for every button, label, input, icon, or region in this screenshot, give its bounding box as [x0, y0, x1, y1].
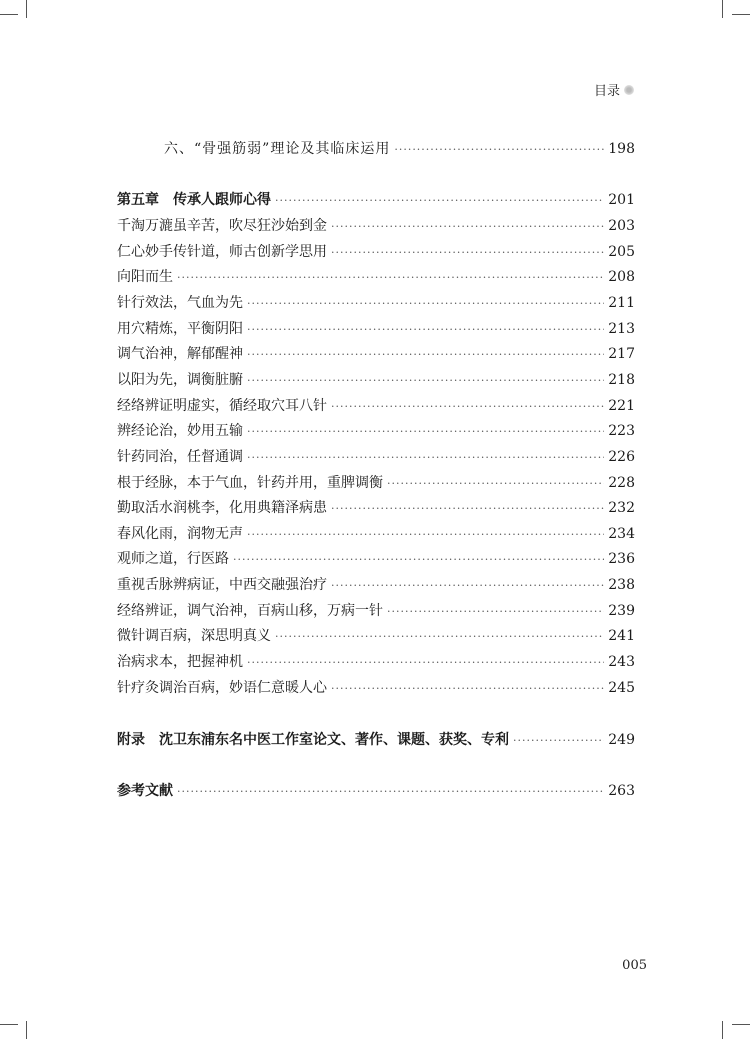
- dot-leader: [331, 242, 604, 264]
- crop-mark: [26, 1021, 27, 1039]
- toc-entry[interactable]: [117, 472, 635, 494]
- crop-mark: [722, 0, 723, 18]
- running-head: [594, 80, 634, 99]
- toc-entry-chapter-5[interactable]: [117, 189, 635, 211]
- toc-entry-title: 春风化雨，润物无声: [117, 526, 243, 542]
- toc-entry-page: 249: [608, 732, 635, 748]
- dot-leader: [275, 626, 604, 648]
- toc-entry-title: 六、“骨强筋弱”理论及其临床运用: [164, 141, 391, 157]
- dot-leader: [247, 652, 604, 674]
- toc-entry-title: 以阳为先，调衡脏腑: [117, 372, 243, 388]
- toc-entry-page: 226: [608, 449, 635, 465]
- toc-entry-title: 向阳而生: [117, 269, 173, 285]
- toc-entry[interactable]: [117, 420, 635, 442]
- toc-entry[interactable]: [117, 369, 635, 391]
- toc-entry-title: 针行效法，气血为先: [117, 295, 243, 311]
- toc-entry-title: 参考文献: [117, 783, 173, 799]
- toc-entry[interactable]: [117, 395, 635, 417]
- crop-mark: [26, 0, 27, 18]
- toc-entry-page: 218: [608, 372, 635, 388]
- dot-leader: [387, 601, 604, 623]
- toc-entry-title: 观师之道，行医路: [117, 551, 229, 567]
- dot-leader: [331, 678, 604, 700]
- crop-mark: [0, 1024, 18, 1025]
- toc-entry-title: 千淘万漉虽辛苦，吹尽狂沙始到金: [117, 218, 327, 234]
- toc-entry-page: 201: [608, 192, 635, 208]
- toc-entry-title: 第五章 传承人跟师心得: [117, 192, 271, 208]
- dot-leader: [331, 498, 604, 520]
- toc-entry-title: 用穴精炼，平衡阴阳: [117, 321, 243, 337]
- dot-leader: [275, 190, 604, 212]
- page-number: 005: [622, 958, 647, 973]
- toc-entry[interactable]: [117, 677, 635, 699]
- dot-leader: [331, 575, 604, 597]
- toc-entry[interactable]: [117, 241, 635, 263]
- toc-entry-references[interactable]: [117, 780, 635, 802]
- toc-entry[interactable]: [117, 215, 635, 237]
- toc-entry[interactable]: [117, 625, 635, 647]
- toc-entry-page: 234: [608, 526, 635, 542]
- dot-leader: [331, 396, 604, 418]
- toc-entry-page: 241: [608, 628, 635, 644]
- toc-entry[interactable]: [117, 343, 635, 365]
- toc-entry-page: 239: [608, 603, 635, 619]
- toc-entry-title: 治病求本，把握神机: [117, 654, 243, 670]
- toc-entry-page: 238: [608, 577, 635, 593]
- toc-entry-title: 根于经脉，本于气血，针药并用，重脾调衡: [117, 475, 383, 491]
- dot-leader: [394, 139, 604, 161]
- crop-mark: [732, 14, 750, 15]
- toc-entry-page: 223: [608, 423, 635, 439]
- toc-entry-page: 213: [608, 321, 635, 337]
- toc-entry-page: 221: [608, 398, 635, 414]
- toc-entry-page: 205: [608, 244, 635, 260]
- toc-entry[interactable]: [117, 497, 635, 519]
- toc-entry-title: 微针调百病，深思明真义: [117, 628, 271, 644]
- dot-leader: [247, 421, 604, 443]
- toc-entry-appendix[interactable]: [117, 729, 635, 751]
- dot-leader: [513, 730, 604, 752]
- toc-entry-title: 勤取活水润桃李，化用典籍泽病患: [117, 500, 327, 516]
- toc-entry-page: 211: [608, 295, 635, 311]
- toc-entry-title: 调气治神，解郁醒神: [117, 346, 243, 362]
- toc-entry[interactable]: [117, 446, 635, 468]
- toc-entry-page: 217: [608, 346, 635, 362]
- dot-leader: [387, 473, 604, 495]
- toc-entry-page: 263: [608, 783, 635, 799]
- toc-entry[interactable]: [117, 548, 635, 570]
- toc-entry-page: 228: [608, 475, 635, 491]
- toc-entry[interactable]: [117, 600, 635, 622]
- toc-entry-page: 198: [608, 141, 635, 157]
- dot-leader: [177, 781, 604, 803]
- dot-leader: [177, 267, 604, 289]
- dot-leader: [331, 216, 604, 238]
- toc-entry-title: 辨经论治，妙用五输: [117, 423, 243, 439]
- ornament-dot-icon: [624, 85, 634, 95]
- toc-entry[interactable]: [117, 318, 635, 340]
- toc-entry-title: 经络辨证，调气治神，百病山移，万病一针: [117, 603, 383, 619]
- toc-entry-title: 仁心妙手传针道，师古创新学思用: [117, 244, 327, 260]
- dot-leader: [247, 370, 604, 392]
- toc-entry-page: 236: [608, 551, 635, 567]
- toc-entry-page: 245: [608, 680, 635, 696]
- toc-entry-page: 243: [608, 654, 635, 670]
- toc-entry[interactable]: [117, 292, 635, 314]
- dot-leader: [247, 447, 604, 469]
- toc-entry[interactable]: [117, 651, 635, 673]
- toc-entry-title: 重视舌脉辨病证，中西交融强治疗: [117, 577, 327, 593]
- dot-leader: [247, 524, 604, 546]
- toc-entry-page: 203: [608, 218, 635, 234]
- toc-entry-section-6[interactable]: [164, 138, 635, 160]
- toc-entry-page: 232: [608, 500, 635, 516]
- toc-entry-title: 附录 沈卫东浦东名中医工作室论文、著作、课题、获奖、专利: [117, 732, 509, 748]
- toc-entry-title: 针药同治，任督通调: [117, 449, 243, 465]
- dot-leader: [247, 293, 604, 315]
- toc-entry-title: 针疗灸调治百病，妙语仁意暖人心: [117, 680, 327, 696]
- toc-entry[interactable]: [117, 574, 635, 596]
- toc-entry[interactable]: [117, 266, 635, 288]
- toc-entry-title: 经络辨证明虚实，循经取穴耳八针: [117, 398, 327, 414]
- crop-mark: [722, 1021, 723, 1039]
- crop-mark: [0, 14, 18, 15]
- dot-leader: [233, 549, 604, 571]
- crop-mark: [732, 1024, 750, 1025]
- toc-entry[interactable]: [117, 523, 635, 545]
- dot-leader: [247, 344, 604, 366]
- running-head-title: 目录: [593, 84, 620, 99]
- toc-entry-page: 208: [608, 269, 635, 285]
- dot-leader: [247, 319, 604, 341]
